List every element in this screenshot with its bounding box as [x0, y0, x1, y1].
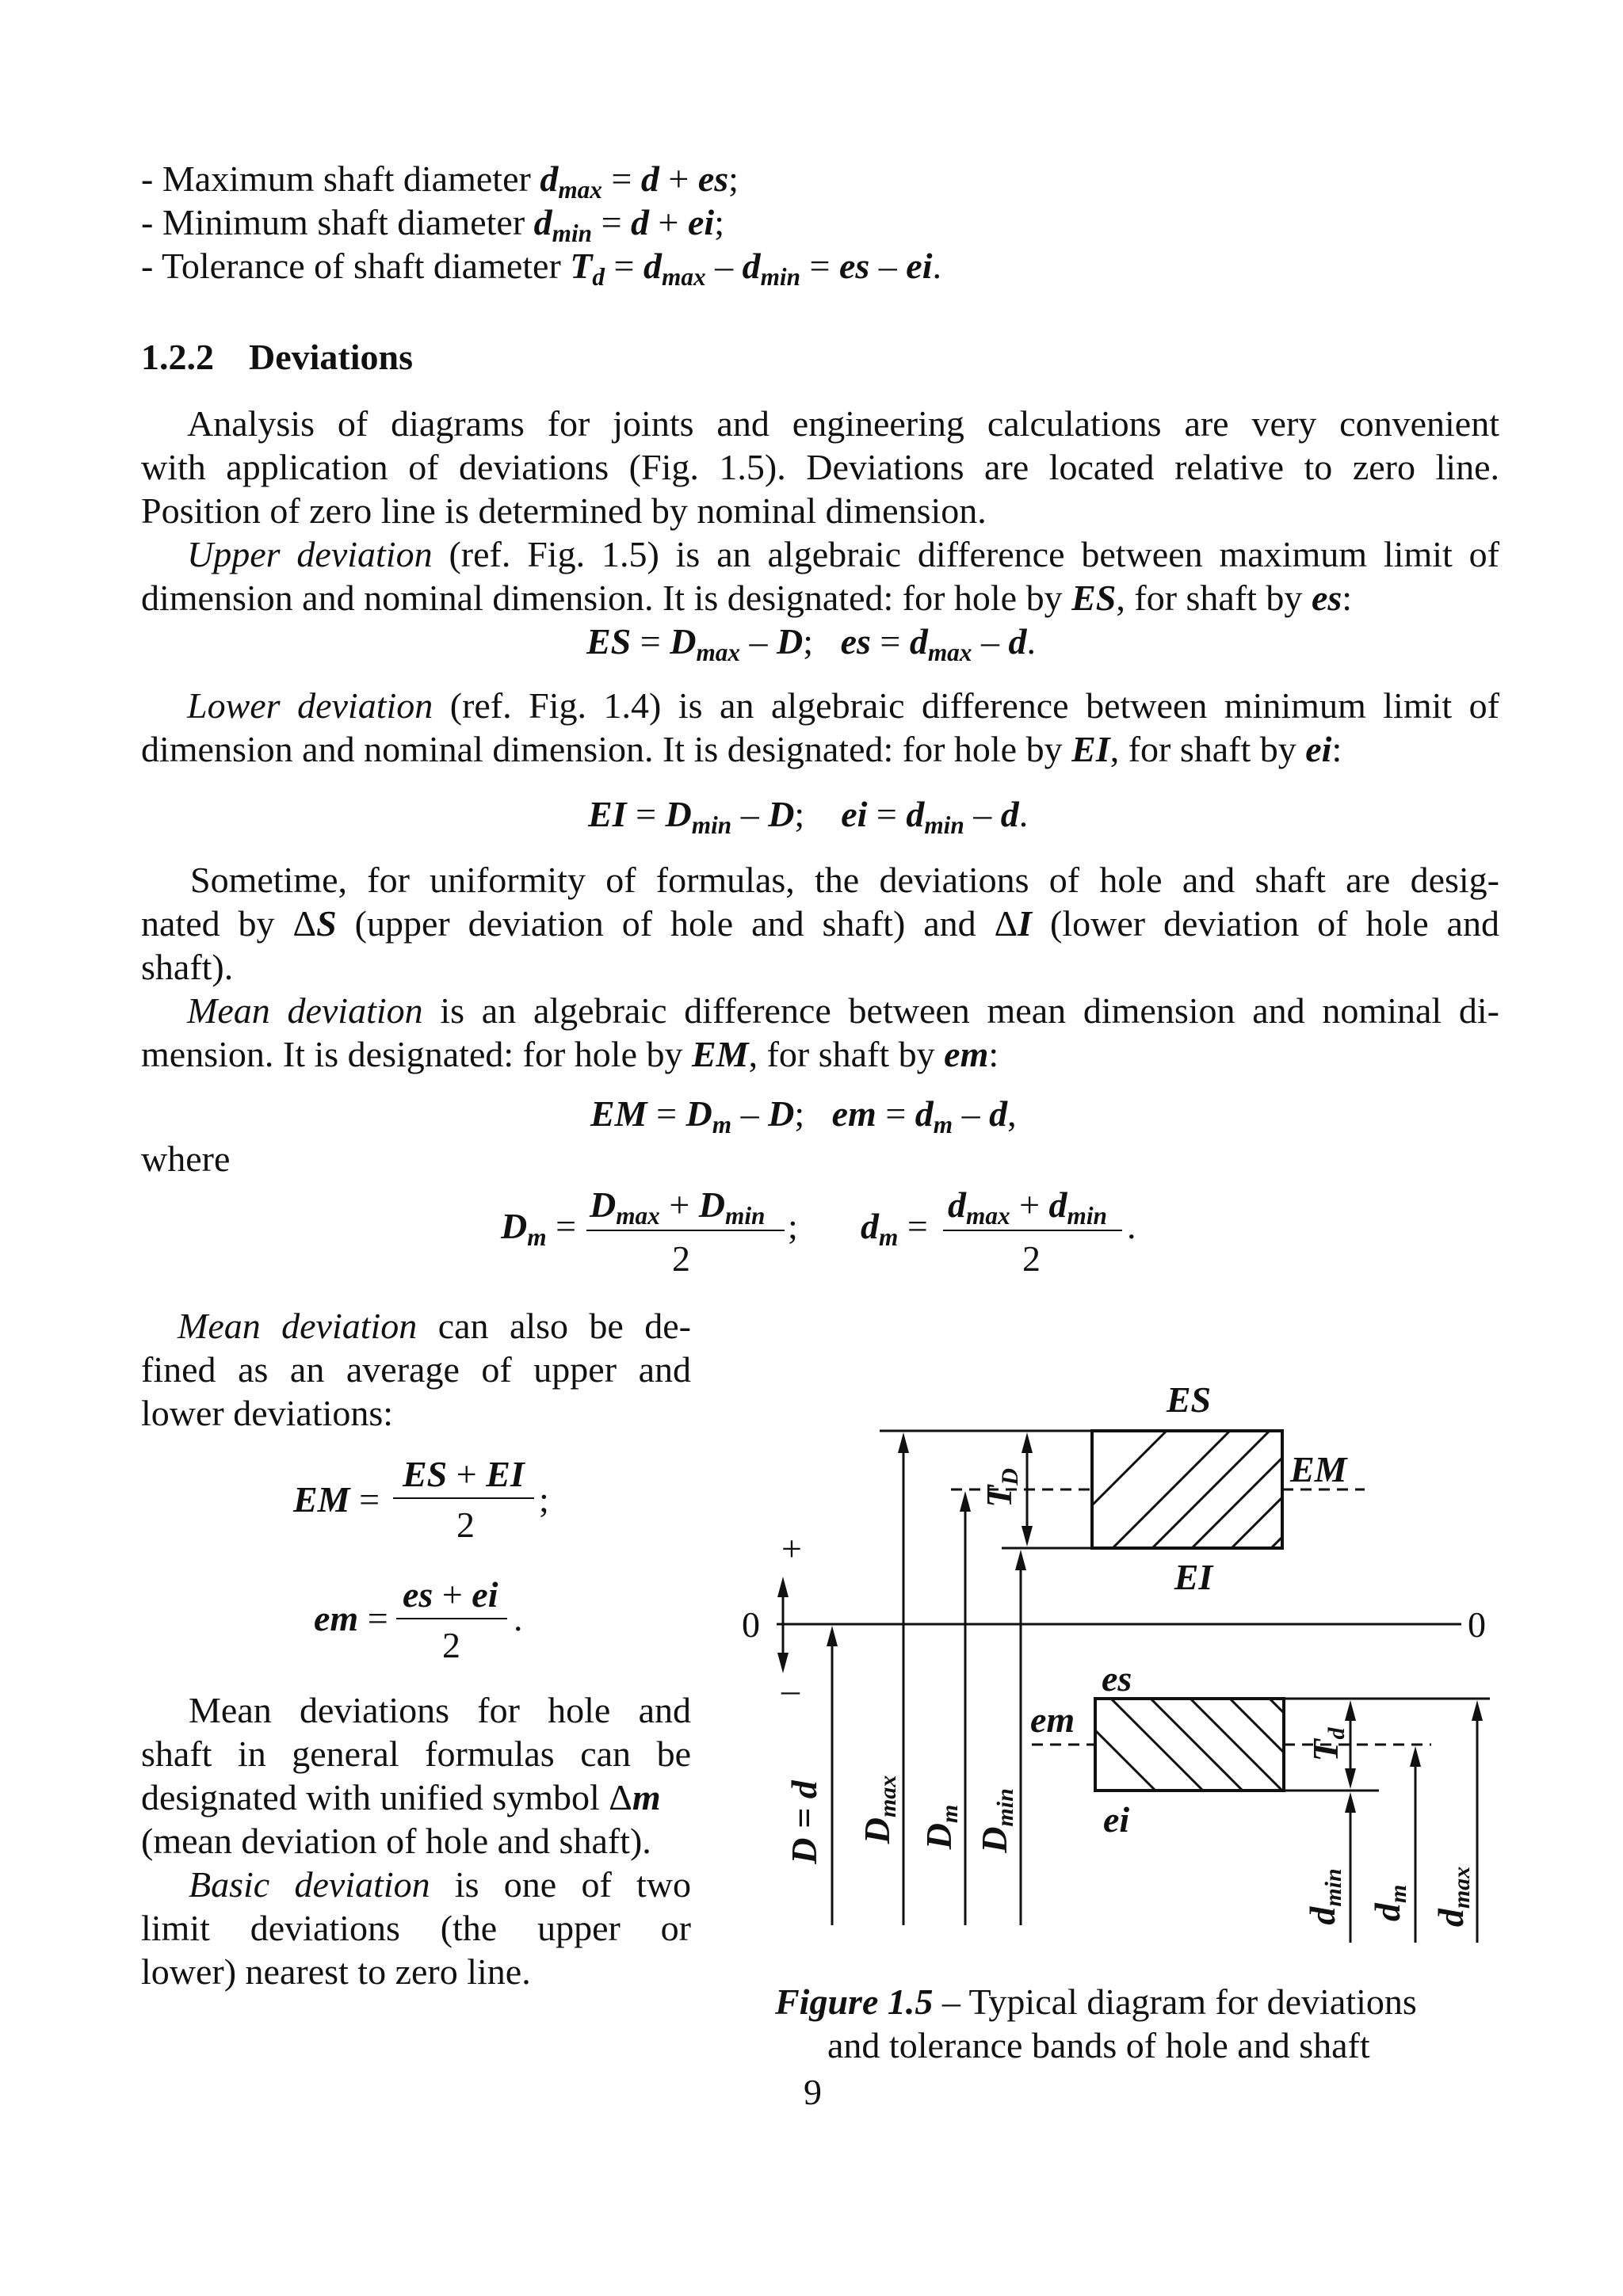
label-EI: EI	[1174, 1557, 1213, 1597]
svg-text:dmin: dmin	[1302, 1868, 1346, 1925]
left-col-line: Basic deviation is one of two	[189, 1864, 692, 1905]
em-formula-lhs: EM =	[293, 1479, 380, 1520]
fraction-numerator: $D_{max} + D_{min}$	[590, 1184, 766, 1230]
label-Dmin	[974, 1788, 1018, 1854]
label-ei: ei	[1103, 1799, 1130, 1840]
svg-text:Dmax: Dmax	[857, 1775, 901, 1844]
label-Dmax	[857, 1775, 901, 1845]
upper-deviation-formula: ES = $D_{max}$ – D; es = $d_{max}$ – d.	[586, 621, 1036, 666]
paragraph-line: Sometime, for uniformity of formulas, the deviations of hole and shaft are desig-	[190, 860, 1499, 900]
em-shaft-formula-lhs: em =	[314, 1598, 388, 1638]
left-col-line: fined as an average of upper and	[141, 1349, 691, 1390]
left-col-line: limit deviations (the upper or	[141, 1908, 691, 1948]
paragraph-line: Analysis of diagrams for joints and engineering calculations are very convenient	[187, 403, 1499, 444]
list-item-max-shaft: - Maximum shaft diameter $d_{max} = d$ + es;	[141, 158, 739, 204]
svg-text:TD: TD	[979, 1468, 1023, 1508]
hole-tolerance-zone	[1092, 1431, 1282, 1548]
section-heading: 1.2.2 Deviations	[141, 337, 413, 377]
paragraph-line: shaft).	[141, 947, 234, 987]
left-col-line: shaft in general formulas can be	[141, 1733, 691, 1774]
left-col-line: (mean deviation of hole and shaft).	[141, 1821, 651, 1861]
label-Td	[1305, 1726, 1350, 1761]
label-dm	[1367, 1885, 1411, 1921]
svg-text:Dmin: Dmin	[974, 1788, 1018, 1853]
arrowheads	[777, 1432, 1483, 1813]
label-em: em	[1030, 1699, 1075, 1740]
left-col-line: lower) nearest to zero line.	[141, 1951, 531, 1992]
svg-text:Dm: Dm	[918, 1804, 963, 1850]
svg-text:dm: dm	[1367, 1884, 1411, 1922]
label-EM: EM	[1290, 1449, 1347, 1489]
label-zero-left: 0	[742, 1604, 760, 1645]
label-es: es	[1102, 1658, 1132, 1699]
fraction-numerator: ES + EI	[403, 1454, 525, 1494]
list-item-min-shaft: - Minimum shaft diameter $d_{min} = d$ + ei;	[141, 202, 724, 247]
upper-deviation-line: dimension and nominal dimension. It is designated: for hole by ES, for shaft by es:	[141, 578, 1353, 618]
dm-shaft-formula-lhs: $d_m$ =	[861, 1206, 928, 1251]
left-col-line: Mean deviation can also be de-	[178, 1306, 691, 1346]
lower-deviation-line: dimension and nominal dimension. It is designated: for hole by EI, for shaft by ei:	[141, 729, 1342, 769]
lower-deviation-line: Lower deviation (ref. Fig. 1.4) is an algebraic difference between minimum limit of	[187, 685, 1499, 726]
fraction-numerator: $d_{max} + d_{min}$	[948, 1184, 1107, 1230]
label-D-equals-d	[784, 1779, 824, 1864]
left-col-line: Mean deviations for hole and	[189, 1690, 691, 1730]
separator: .	[514, 1598, 523, 1638]
label-ES: ES	[1166, 1379, 1212, 1420]
paragraph-line: nated by ΔS (upper deviation of hole and shaft) and ΔI (lower deviation of hole and	[141, 903, 1499, 944]
label-TD	[979, 1468, 1023, 1508]
fraction-denominator: 2	[442, 1625, 460, 1665]
fraction-numerator: es + ei	[403, 1574, 498, 1615]
left-col-line: lower deviations:	[141, 1393, 394, 1433]
separator: .	[1127, 1206, 1136, 1246]
separator: ;	[539, 1479, 549, 1520]
figure-caption: Figure 1.5 – Typical diagram for deviations	[775, 1981, 1417, 2022]
label-plus: +	[781, 1528, 802, 1569]
label-dmax	[1430, 1867, 1475, 1927]
left-col-line: designated with unified symbol Δm	[141, 1777, 661, 1817]
paragraph-line: with application of deviations (Fig. 1.5). Deviations are located relative to zero line.	[141, 447, 1499, 487]
separator: ;	[788, 1206, 798, 1246]
list-item-tolerance-shaft: - Tolerance of shaft diameter $T_d = d_{max} - d_{min}$ = es – ei.	[141, 246, 941, 291]
label-dmin	[1302, 1868, 1346, 1924]
lower-deviation-formula: EI = $D_{min}$ – D; ei = $d_{min}$ – d.	[588, 794, 1029, 839]
mean-deviation-formula: EM = $D_m$ – D; em = $d_m$ – d,	[590, 1093, 1017, 1138]
where-label: where	[141, 1138, 231, 1179]
fraction-denominator: 2	[1022, 1238, 1041, 1279]
label-zero-right: 0	[1468, 1604, 1486, 1645]
mean-deviation-line: Mean deviation is an algebraic difference between mean dimension and nominal di-	[187, 990, 1500, 1031]
figure-caption-line2: and tolerance bands of hole and shaft	[827, 2025, 1370, 2065]
svg-text:dmax: dmax	[1430, 1866, 1475, 1928]
fraction-denominator: 2	[456, 1505, 475, 1545]
upper-deviation-line: Upper deviation (ref. Fig. 1.5) is an algebraic difference between maximum limit of	[187, 534, 1499, 574]
fraction-denominator: 2	[672, 1238, 690, 1279]
label-minus: –	[781, 1669, 800, 1710]
label-Dm	[918, 1805, 963, 1851]
mean-deviation-line: mension. It is designated: for hole by EM, for shaft by em:	[141, 1034, 999, 1074]
paragraph-line: Position of zero line is determined by nominal dimension.	[141, 490, 987, 531]
svg-text:Td: Td	[1305, 1727, 1350, 1762]
svg-text:D = d: D = d	[784, 1780, 824, 1864]
dm-formula-lhs: $D_m$ =	[501, 1206, 577, 1251]
page-number: 9	[804, 2072, 822, 2112]
